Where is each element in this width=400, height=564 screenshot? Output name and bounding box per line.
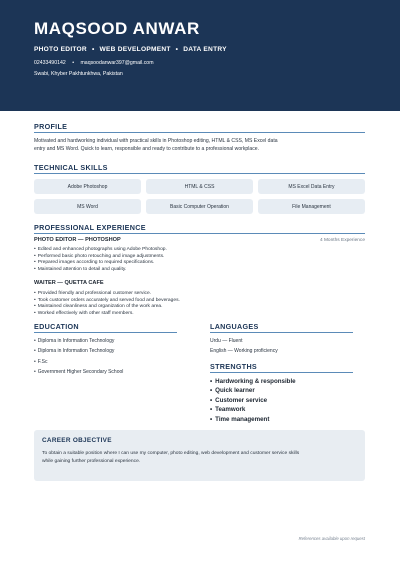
languages-list bbox=[210, 336, 278, 357]
education-heading: EDUCATION bbox=[34, 322, 79, 331]
languages-heading: LANGUAGES bbox=[210, 322, 259, 331]
list-item: • Teamwork bbox=[210, 405, 296, 414]
list-item: English — Working proficiency bbox=[210, 348, 278, 355]
resume-header bbox=[0, 0, 400, 111]
phone-number: 02433490142 bbox=[34, 60, 66, 66]
list-item: • Time management bbox=[210, 415, 296, 424]
job-title: PHOTO EDITOR — PHOTOSHOP bbox=[34, 237, 121, 243]
career-objective-box bbox=[34, 430, 365, 481]
job-header bbox=[34, 280, 365, 286]
list-item: • Diploma in Information Technology bbox=[34, 346, 123, 356]
skills-grid bbox=[34, 179, 365, 214]
experience-heading: PROFESSIONAL EXPERIENCE bbox=[34, 223, 146, 232]
education-list bbox=[34, 336, 123, 377]
title-photo-editor: PHOTO EDITOR bbox=[34, 46, 87, 53]
title-separator: • bbox=[91, 46, 95, 53]
languages-divider bbox=[210, 332, 353, 333]
job-titles bbox=[34, 45, 400, 54]
title-data-entry: DATA ENTRY bbox=[183, 46, 227, 53]
list-item: • Customer service bbox=[210, 396, 296, 405]
profile-heading: PROFILE bbox=[34, 122, 68, 131]
list-item: • Performed basic photo retouching and image adjustments. bbox=[34, 254, 334, 261]
profile-divider bbox=[34, 132, 365, 133]
list-item: • Hardworking & responsible bbox=[210, 377, 296, 386]
title-web-development: WEB DEVELOPMENT bbox=[99, 46, 171, 53]
list-item: • Maintained cleanliness and organization of the work area. bbox=[34, 304, 334, 311]
strengths-heading: STRENGTHS bbox=[210, 362, 258, 371]
contact-line bbox=[34, 60, 400, 67]
career-heading: CAREER OBJECTIVE bbox=[42, 437, 112, 444]
title-separator: • bbox=[175, 46, 179, 53]
skills-divider bbox=[34, 173, 365, 174]
skill-chip: HTML & CSS bbox=[146, 179, 253, 194]
job-bullets bbox=[34, 247, 334, 274]
candidate-name: MAQSOOD ANWAR bbox=[34, 19, 200, 38]
email-separator: • bbox=[72, 60, 75, 66]
list-item: • F.Sc bbox=[34, 357, 123, 367]
job-title: WAITER — QUETTA CAFE bbox=[34, 280, 104, 286]
skill-chip: Basic Computer Operation bbox=[146, 199, 253, 214]
skill-chip: MS Word bbox=[34, 199, 141, 214]
job-duration: 4 Months Experience bbox=[319, 238, 365, 243]
location: Swabi, Khyber Pakhtunkhwa, Pakistan bbox=[34, 71, 123, 77]
list-item: • Prepared images according to required specifications. bbox=[34, 260, 334, 267]
strengths-divider bbox=[210, 372, 353, 373]
job-header bbox=[34, 237, 365, 243]
list-item: • Quick learner bbox=[210, 386, 296, 395]
strengths-list bbox=[210, 377, 296, 424]
references-note: References available upon request bbox=[298, 536, 365, 541]
skill-chip: MS Excel Data Entry bbox=[258, 179, 365, 194]
email-address: maqsoodanwar397@gmail.com bbox=[80, 60, 154, 66]
list-item: • Took customer orders accurately and served food and beverages. bbox=[34, 298, 334, 305]
education-divider bbox=[34, 332, 177, 333]
list-item: Urdu — Fluent bbox=[210, 338, 243, 344]
career-text: To obtain a suitable position where I can use my computer, photo editing, web development and customer service skills while gaining further professional experience. bbox=[42, 451, 300, 465]
list-item: • Provided friendly and professional customer service. bbox=[34, 291, 334, 298]
experience-divider bbox=[34, 233, 365, 234]
skills-heading: TECHNICAL SKILLS bbox=[34, 163, 108, 172]
skill-chip: Adobe Photoshop bbox=[34, 179, 141, 194]
list-item: • Government Higher Secondary School bbox=[34, 367, 123, 377]
job-bullets bbox=[34, 291, 334, 318]
profile-text: Motivated and hardworking individual with practical skills in Photoshop editing, HTML & CSS, MS Excel data entry and MS Word. Quick to learn, responsible and ready to contribute to a professional workplace. bbox=[34, 138, 278, 153]
list-item: • Worked effectively with other staff members. bbox=[34, 311, 334, 318]
list-item: • Diploma in Information Technology bbox=[34, 336, 123, 346]
list-item: • Edited and enhanced photographs using Adobe Photoshop. bbox=[34, 247, 334, 254]
skill-chip: File Management bbox=[258, 199, 365, 214]
list-item: • Maintained attention to detail and quality. bbox=[34, 267, 334, 274]
